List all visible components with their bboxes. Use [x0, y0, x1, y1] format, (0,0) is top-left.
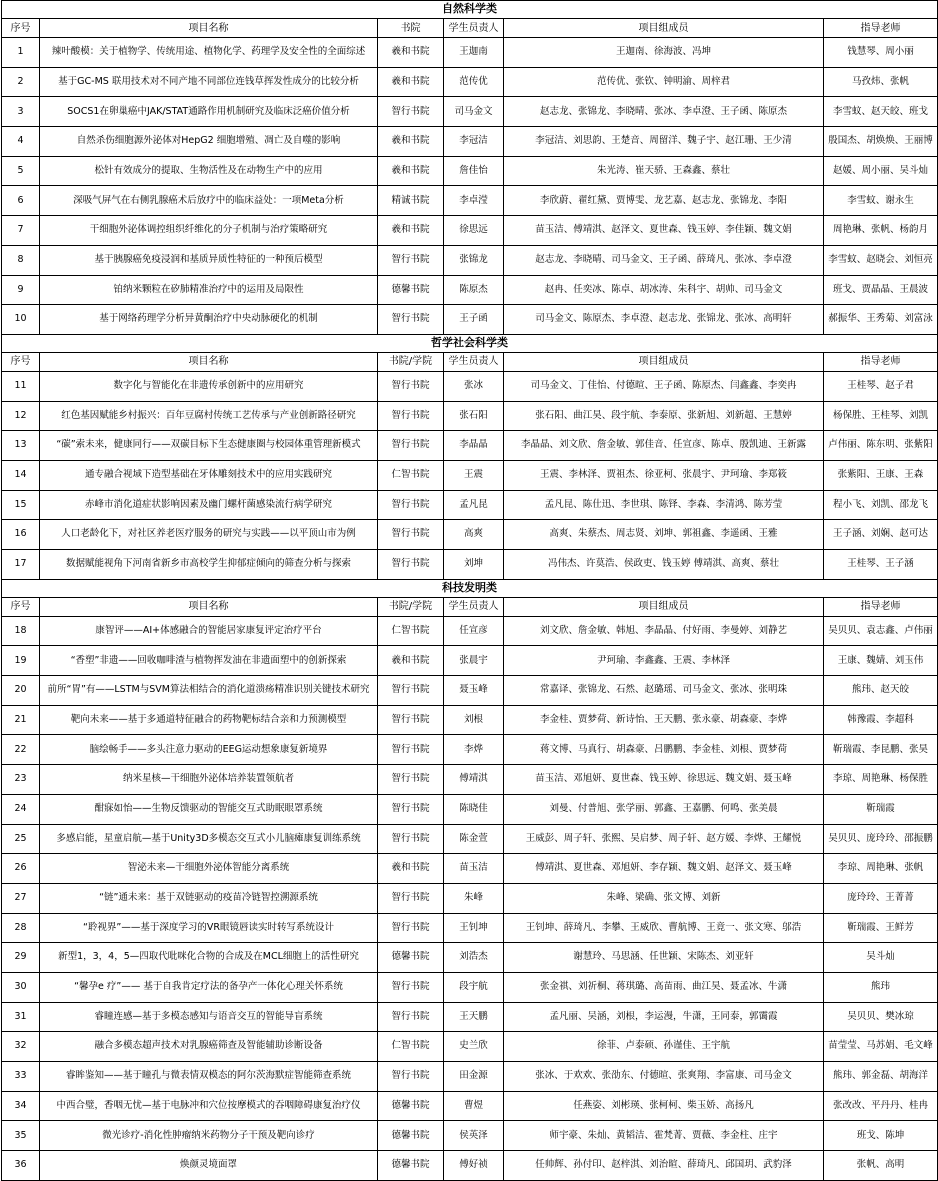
table-header-row — [2, 597, 938, 616]
cell-advisors[interactable]: 殷国杰、胡焕焕、王丽博 — [824, 127, 938, 157]
cell-advisors[interactable]: 吴贝贝、樊冰琼 — [824, 1002, 938, 1032]
cell-leader[interactable]: 范传优 — [444, 67, 504, 97]
cell-members[interactable]: 苗玉洁、傅靖淇、赵泽文、夏世森、钱玉婷、李佳颖、魏文娟 — [504, 216, 824, 246]
cell-index[interactable]: 5 — [2, 156, 40, 186]
table-row — [2, 1032, 938, 1062]
cell-advisors[interactable]: 熊玮、赵天皎 — [824, 676, 938, 706]
cell-project-name[interactable]: 通专融合视域下造型基础在牙体雕刻技术中的应用实践研究 — [40, 460, 378, 490]
cell-academy[interactable]: 德馨书院 — [378, 943, 444, 973]
cell-project-name[interactable]: 基于GC-MS 联用技术对不同产地不同部位连钱草挥发性成分的比较分析 — [40, 67, 378, 97]
cell-project-name[interactable]: 辣叶酸模：关于植物学、传统用途、植物化学、药理学及安全性的全面综述 — [40, 38, 378, 68]
cell-academy[interactable]: 仁智书院 — [378, 616, 444, 646]
cell-academy[interactable]: 德馨书院 — [378, 275, 444, 305]
cell-members[interactable]: 师宇豪、朱灿、黄韬洁、霍梵菁、贾薇、李金柱、庄宇 — [504, 1121, 824, 1151]
table-row — [2, 972, 938, 1002]
table-row — [2, 401, 938, 431]
cell-leader[interactable]: 王天鹏 — [444, 1002, 504, 1032]
cell-index[interactable]: 10 — [2, 305, 40, 335]
cell-leader[interactable]: 刘坤 — [444, 550, 504, 580]
cell-project-name[interactable]: 基于网络药理学分析异黄酮治疗中央动脉硬化的机制 — [40, 305, 378, 335]
cell-index[interactable]: 6 — [2, 186, 40, 216]
table-row — [2, 127, 938, 157]
cell-index[interactable]: 16 — [2, 520, 40, 550]
cell-members[interactable]: 尹珂瑜、李鑫鑫、王震、李林泽 — [504, 646, 824, 676]
cell-members[interactable]: 高爽、朱蔡杰、周志贤、刘坤、郭祖鑫、李遥函、王雅 — [504, 520, 824, 550]
cell-advisors[interactable]: 苗莹莹、马苏娟、毛文峰 — [824, 1032, 938, 1062]
cell-academy[interactable]: 智行书院 — [378, 1002, 444, 1032]
cell-index[interactable]: 18 — [2, 616, 40, 646]
table-header-row — [2, 19, 938, 38]
section-title-row — [2, 579, 938, 597]
cell-academy[interactable]: 智行书院 — [378, 824, 444, 854]
cell-leader[interactable]: 段宇航 — [444, 972, 504, 1002]
table-row — [2, 1062, 938, 1092]
cell-advisors[interactable]: 靳瑞霞 — [824, 794, 938, 824]
cell-academy[interactable]: 羲和书院 — [378, 216, 444, 246]
cell-advisors[interactable]: 钱慧琴、周小丽 — [824, 38, 938, 68]
cell-academy[interactable]: 智行书院 — [378, 371, 444, 401]
cell-advisors[interactable]: 张帆、高明 — [824, 1151, 938, 1181]
table-row — [2, 520, 938, 550]
cell-index[interactable]: 31 — [2, 1002, 40, 1032]
cell-academy[interactable]: 智行书院 — [378, 245, 444, 275]
table-row — [2, 883, 938, 913]
cell-members[interactable]: 苗玉洁、邓旭妍、夏世森、钱玉婷、徐思远、魏文娟、聂玉峰 — [504, 765, 824, 795]
cell-members[interactable]: 任帅辉、孙付印、赵梓淇、刘治暄、薛琦凡、邱国玥、武豹泽 — [504, 1151, 824, 1181]
cell-academy[interactable]: 仁智书院 — [378, 1032, 444, 1062]
cell-academy[interactable]: 智行书院 — [378, 735, 444, 765]
cell-index[interactable]: 11 — [2, 371, 40, 401]
cell-project-name[interactable]: 融合多模态超声技术对乳腺癌筛查及智能辅助诊断设备 — [40, 1032, 378, 1062]
cell-academy[interactable]: 德馨书院 — [378, 1121, 444, 1151]
cell-project-name[interactable]: “馨孕e 疗”—— 基于自我肯定疗法的备孕产一体化心理关怀系统 — [40, 972, 378, 1002]
cell-members[interactable]: 孟凡丽、吴涵，刘根，李运漫，牛潇，王同泰，郭霭霞 — [504, 1002, 824, 1032]
cell-project-name[interactable]: “聆视界”——基于深度学习的VR眼镜唇读实时转写系统设计 — [40, 913, 378, 943]
cell-academy[interactable]: 智行书院 — [378, 913, 444, 943]
table-row — [2, 490, 938, 520]
cell-index[interactable]: 33 — [2, 1062, 40, 1092]
cell-advisors[interactable]: 庞玲玲、王菁菁 — [824, 883, 938, 913]
cell-members[interactable]: 赵志龙、李晓晴、司马金文、王子函、薛琦凡、张冰、李卓澄 — [504, 245, 824, 275]
cell-members[interactable]: 王震、李林泽、贾祖杰、徐亚柯、张晨宇、尹珂瑜、李郑筱 — [504, 460, 824, 490]
cell-academy[interactable]: 智行书院 — [378, 401, 444, 431]
header-project-name: 项目名称 — [40, 352, 378, 371]
table-row — [2, 705, 938, 735]
table-row — [2, 245, 938, 275]
cell-project-name[interactable]: 铂纳米颗粒在矽肺精准治疗中的运用及局限性 — [40, 275, 378, 305]
cell-leader[interactable]: 陈金萱 — [444, 824, 504, 854]
cell-advisors[interactable]: 周艳琳、张帆、杨韵月 — [824, 216, 938, 246]
cell-leader[interactable]: 司马金文 — [444, 97, 504, 127]
cell-leader[interactable]: 刘根 — [444, 705, 504, 735]
cell-advisors[interactable]: 吴斗灿 — [824, 943, 938, 973]
table-row — [2, 186, 938, 216]
cell-leader[interactable]: 詹佳怡 — [444, 156, 504, 186]
cell-project-name[interactable]: “碳”索未来，健康同行——双碳目标下生态健康圈与校园体重管理新模式 — [40, 431, 378, 461]
cell-academy[interactable]: 智行书院 — [378, 305, 444, 335]
cell-advisors[interactable]: 吴贝贝、庞玲玲、邵振鹏 — [824, 824, 938, 854]
cell-index[interactable]: 1 — [2, 38, 40, 68]
header-advisors: 指导老师 — [824, 597, 938, 616]
cell-project-name[interactable]: 多感启能，星童启航—基于Unity3D多模态交互式小儿脑瘫康复训练系统 — [40, 824, 378, 854]
cell-leader[interactable]: 徐思远 — [444, 216, 504, 246]
cell-project-name[interactable]: 人口老龄化下，对社区养老医疗服务的研究与实践——以平顶山市为例 — [40, 520, 378, 550]
table-row — [2, 38, 938, 68]
cell-project-name[interactable]: 数据赋能视角下河南省新乡市高校学生抑郁症倾向的筛查分析与探索 — [40, 550, 378, 580]
cell-index[interactable]: 17 — [2, 550, 40, 580]
cell-advisors[interactable]: 郝振华、王秀菊、刘富泳 — [824, 305, 938, 335]
cell-advisors[interactable]: 杨保胜、王桂琴、刘凯 — [824, 401, 938, 431]
cell-leader[interactable]: 田金源 — [444, 1062, 504, 1092]
cell-leader[interactable]: 李烨 — [444, 735, 504, 765]
cell-advisors[interactable]: 李雪蚊、谢永生 — [824, 186, 938, 216]
cell-advisors[interactable]: 靳瑞霞、王鲜芳 — [824, 913, 938, 943]
cell-members[interactable]: 李金桂、贾梦荷、新诗怡、王天鹏、张永豪、胡森豪、李烨 — [504, 705, 824, 735]
cell-academy[interactable]: 智行书院 — [378, 794, 444, 824]
cell-leader[interactable]: 李晶晶 — [444, 431, 504, 461]
cell-advisors[interactable]: 赵媛、周小丽、吴斗灿 — [824, 156, 938, 186]
cell-project-name[interactable]: 纳米星核—干细胞外泌体培养装置领航者 — [40, 765, 378, 795]
header-index: 序号 — [2, 19, 40, 38]
cell-project-name[interactable]: 松针有效成分的提取、生物活性及在动物生产中的应用 — [40, 156, 378, 186]
header-project-name: 项目名称 — [40, 19, 378, 38]
cell-academy[interactable]: 智行书院 — [378, 883, 444, 913]
table-row — [2, 460, 938, 490]
cell-members[interactable]: 李晶晶、刘文欣、詹金敏、郭佳音、任宣彦、陈卓、殷凯迪、王新露 — [504, 431, 824, 461]
cell-advisors[interactable]: 熊玮、郭金磊、胡海洋 — [824, 1062, 938, 1092]
cell-advisors[interactable]: 程小飞、刘凯、邵龙飞 — [824, 490, 938, 520]
header-index: 序号 — [2, 597, 40, 616]
header-academy: 书院 — [378, 19, 444, 38]
cell-project-name[interactable]: 自然杀伤细胞源外泌体对HepG2 细胞增殖、凋亡及自噬的影响 — [40, 127, 378, 157]
cell-index[interactable]: 30 — [2, 972, 40, 1002]
cell-advisors[interactable]: 卢伟丽、陈东明、张紫阳 — [824, 431, 938, 461]
cell-leader[interactable]: 张冰 — [444, 371, 504, 401]
cell-leader[interactable]: 高爽 — [444, 520, 504, 550]
table-row — [2, 943, 938, 973]
cell-members[interactable]: 张冰、于欢欢、张劭东、付德暄、张爽翔、李富康、司马金文 — [504, 1062, 824, 1092]
cell-index[interactable]: 13 — [2, 431, 40, 461]
cell-advisors[interactable]: 王子涵、刘娴、赵可达 — [824, 520, 938, 550]
cell-academy[interactable]: 羲和书院 — [378, 38, 444, 68]
cell-members[interactable]: 张石阳、曲江昊、段宇航、李泰原、张新旭、刘新超、王慧婷 — [504, 401, 824, 431]
cell-academy[interactable]: 德馨书院 — [378, 1091, 444, 1121]
cell-index[interactable]: 32 — [2, 1032, 40, 1062]
cell-project-name[interactable]: 焕颜灵境面罩 — [40, 1151, 378, 1181]
cell-index[interactable]: 20 — [2, 676, 40, 706]
table-row — [2, 913, 938, 943]
cell-members[interactable]: 王迦南、徐海波、冯坤 — [504, 38, 824, 68]
cell-index[interactable]: 28 — [2, 913, 40, 943]
table-row — [2, 216, 938, 246]
cell-academy[interactable]: 德馨书院 — [378, 1151, 444, 1181]
cell-index[interactable]: 12 — [2, 401, 40, 431]
cell-advisors[interactable]: 韩豫霞、李超科 — [824, 705, 938, 735]
cell-project-name[interactable]: 赤峰市消化道症状影响因素及幽门螺杆菌感染流行病学研究 — [40, 490, 378, 520]
cell-leader[interactable]: 李冠洁 — [444, 127, 504, 157]
cell-leader[interactable]: 张石阳 — [444, 401, 504, 431]
cell-advisors[interactable]: 吴贝贝、袁志鑫、卢伟丽 — [824, 616, 938, 646]
cell-academy[interactable]: 智行书院 — [378, 765, 444, 795]
cell-project-name[interactable]: 数字化与智能化在非遗传承创新中的应用研究 — [40, 371, 378, 401]
header-index: 序号 — [2, 352, 40, 371]
cell-leader[interactable]: 曹煜 — [444, 1091, 504, 1121]
cell-index[interactable]: 8 — [2, 245, 40, 275]
cell-index[interactable]: 9 — [2, 275, 40, 305]
section-title-row — [2, 334, 938, 352]
cell-index[interactable]: 2 — [2, 67, 40, 97]
cell-index[interactable]: 25 — [2, 824, 40, 854]
cell-advisors[interactable]: 王康、魏婧、刘玉伟 — [824, 646, 938, 676]
cell-index[interactable]: 15 — [2, 490, 40, 520]
project-table — [1, 0, 938, 1181]
cell-project-name[interactable]: 前所“胃”有——LSTM与SVM算法相结合的消化道溃疡精准识别关键技术研究 — [40, 676, 378, 706]
cell-academy[interactable]: 智行书院 — [378, 490, 444, 520]
table-row — [2, 156, 938, 186]
cell-academy[interactable]: 精诚书院 — [378, 186, 444, 216]
cell-members[interactable]: 朱光涛、崔天骄、王森鑫、蔡壮 — [504, 156, 824, 186]
table-row — [2, 854, 938, 884]
cell-leader[interactable]: 聂玉峰 — [444, 676, 504, 706]
cell-advisors[interactable]: 马孜炜、张帆 — [824, 67, 938, 97]
cell-project-name[interactable]: 靶向未来——基于多通道特征融合的药物靶标结合亲和力预测模型 — [40, 705, 378, 735]
cell-leader[interactable]: 张晨宇 — [444, 646, 504, 676]
table-row — [2, 646, 938, 676]
cell-index[interactable]: 4 — [2, 127, 40, 157]
cell-academy[interactable]: 仁智书院 — [378, 460, 444, 490]
table-row — [2, 275, 938, 305]
cell-index[interactable]: 19 — [2, 646, 40, 676]
cell-index[interactable]: 7 — [2, 216, 40, 246]
cell-academy[interactable]: 智行书院 — [378, 431, 444, 461]
cell-members[interactable]: 冯伟杰、许莫浩、侯政吏、钱玉婷 傅靖淇、高爽、蔡壮 — [504, 550, 824, 580]
table-row — [2, 794, 938, 824]
table-row — [2, 305, 938, 335]
header-leader: 学生员责人 — [444, 19, 504, 38]
header-project-name: 项目名称 — [40, 597, 378, 616]
cell-leader[interactable]: 王迦南 — [444, 38, 504, 68]
cell-members[interactable]: 范传优、张钦、钟明渝、周梓君 — [504, 67, 824, 97]
cell-leader[interactable]: 王钊坤 — [444, 913, 504, 943]
cell-project-name[interactable]: 微光诊疗-消化性肿瘤纳米药物分子干预及靶向诊疗 — [40, 1121, 378, 1151]
cell-members[interactable]: 王威彭、周子轩、张熙、吴启梦、周子轩、赵方媛、李烨、王耀悦 — [504, 824, 824, 854]
cell-members[interactable]: 任燕姿、刘彬瑛、张柯柯、柴玉娇、高扬凡 — [504, 1091, 824, 1121]
cell-advisors[interactable]: 靳瑞霞、李昆鹏、张昊 — [824, 735, 938, 765]
section-title: 哲学社会科学类 — [2, 334, 938, 352]
cell-academy[interactable]: 智行书院 — [378, 705, 444, 735]
table-row — [2, 676, 938, 706]
cell-index[interactable]: 21 — [2, 705, 40, 735]
cell-academy[interactable]: 智行书院 — [378, 520, 444, 550]
cell-advisors[interactable]: 班戈、陈坤 — [824, 1121, 938, 1151]
cell-leader[interactable]: 傅靖淇 — [444, 765, 504, 795]
header-members: 项目组成员 — [504, 597, 824, 616]
cell-index[interactable]: 34 — [2, 1091, 40, 1121]
cell-project-name[interactable]: “链”通未来：基于双链驱动的疫苗冷链智控溯源系统 — [40, 883, 378, 913]
table-row — [2, 1121, 938, 1151]
header-leader: 学生员责人 — [444, 352, 504, 371]
cell-academy[interactable]: 智行书院 — [378, 550, 444, 580]
cell-members[interactable]: 赵志龙、张锦龙、李晓晴、张冰、李卓澄、王子函、陈原杰 — [504, 97, 824, 127]
cell-academy[interactable]: 智行书院 — [378, 1062, 444, 1092]
cell-members[interactable]: 张金祺、刘祈桐、蒋琪璐、高苗雨、曲江昊、聂孟冰、牛潇 — [504, 972, 824, 1002]
cell-academy[interactable]: 智行书院 — [378, 97, 444, 127]
table-header-row — [2, 352, 938, 371]
header-leader: 学生员责人 — [444, 597, 504, 616]
cell-academy[interactable]: 羲和书院 — [378, 127, 444, 157]
cell-leader[interactable]: 陈晓佳 — [444, 794, 504, 824]
cell-members[interactable]: 谢慧玲、马思涵、任世颖、宋陈杰、刘亚轩 — [504, 943, 824, 973]
cell-leader[interactable]: 陈原杰 — [444, 275, 504, 305]
cell-leader[interactable]: 任宣彦 — [444, 616, 504, 646]
table-row — [2, 431, 938, 461]
cell-project-name[interactable]: 酣寐如怡——生物反馈驱动的智能交互式助眠眼罩系统 — [40, 794, 378, 824]
cell-leader[interactable]: 傅好祯 — [444, 1151, 504, 1181]
cell-advisors[interactable]: 班戈、贾晶晶、王晨波 — [824, 275, 938, 305]
cell-members[interactable]: 刘文欣、詹金敏、韩旭、李晶晶、付好雨、李曼婷、刘静艺 — [504, 616, 824, 646]
cell-project-name[interactable]: 基于胰腺癌免疫浸润和基质异质性特征的一种预后模型 — [40, 245, 378, 275]
cell-members[interactable]: 孟凡昆、陈仕迅、李世琪、陈铎、李森、李清鸿、陈芳莹 — [504, 490, 824, 520]
cell-index[interactable]: 24 — [2, 794, 40, 824]
cell-project-name[interactable]: “香塑”非遗——回收咖啡渣与植物挥发油在非遗面塑中的创新探索 — [40, 646, 378, 676]
table-row — [2, 1002, 938, 1032]
cell-leader[interactable]: 王子函 — [444, 305, 504, 335]
cell-advisors[interactable]: 熊玮 — [824, 972, 938, 1002]
cell-members[interactable]: 李欣蔚、翟红黛、贾博雯、龙艺嘉、赵志龙、张锦龙、李阳 — [504, 186, 824, 216]
cell-leader[interactable]: 史兰欣 — [444, 1032, 504, 1062]
cell-advisors[interactable]: 王桂琴、王子涵 — [824, 550, 938, 580]
cell-members[interactable]: 司马金文、陈原杰、李卓澄、赵志龙、张锦龙、张冰、高明轩 — [504, 305, 824, 335]
cell-index[interactable]: 14 — [2, 460, 40, 490]
cell-index[interactable]: 23 — [2, 765, 40, 795]
cell-members[interactable]: 朱峰、梁确、张文博、刘新 — [504, 883, 824, 913]
cell-members[interactable]: 徐菲、卢泰硕、孙谨佳、王宇航 — [504, 1032, 824, 1062]
table-row — [2, 1151, 938, 1181]
cell-members[interactable]: 刘曼、付普旭、张学丽、郭鑫、王嘉鹏、何鸣、张美晨 — [504, 794, 824, 824]
cell-members[interactable]: 李冠洁、刘思韵、王楚音、周留洋、魏子宇、赵江珊、王少清 — [504, 127, 824, 157]
cell-advisors[interactable]: 李雪蚊、赵天皎、班戈 — [824, 97, 938, 127]
cell-members[interactable]: 傅靖淇、夏世森、邓旭妍、李存颖、魏文娟、赵泽文、聂玉峰 — [504, 854, 824, 884]
header-members: 项目组成员 — [504, 352, 824, 371]
table-row — [2, 824, 938, 854]
cell-leader[interactable]: 张锦龙 — [444, 245, 504, 275]
cell-academy[interactable]: 智行书院 — [378, 972, 444, 1002]
cell-project-name[interactable]: 红色基因赋能乡村振兴：百年豆腐村传统工艺传承与产业创新路径研究 — [40, 401, 378, 431]
cell-academy[interactable]: 羲和书院 — [378, 854, 444, 884]
cell-members[interactable]: 常嘉译、张锦龙、石然、赵璐瑶、司马金文、张冰、张明珠 — [504, 676, 824, 706]
cell-advisors[interactable]: 李琼、周艳琳、张帆 — [824, 854, 938, 884]
cell-project-name[interactable]: 中西合璧，香咽无忧—基于电脉冲和穴位按摩模式的吞咽障碍康复治疗仪 — [40, 1091, 378, 1121]
cell-index[interactable]: 3 — [2, 97, 40, 127]
cell-index[interactable]: 36 — [2, 1151, 40, 1181]
cell-advisors[interactable]: 张紫阳、王康、王森 — [824, 460, 938, 490]
header-academy: 书院/学院 — [378, 352, 444, 371]
cell-leader[interactable]: 苗玉洁 — [444, 854, 504, 884]
cell-leader[interactable]: 李卓滢 — [444, 186, 504, 216]
cell-academy[interactable]: 智行书院 — [378, 676, 444, 706]
section-title: 自然科学类 — [2, 1, 938, 19]
cell-project-name[interactable]: 睿瞳连感—基于多模态感知与语音交互的智能导盲系统 — [40, 1002, 378, 1032]
cell-leader[interactable]: 孟凡昆 — [444, 490, 504, 520]
table-row — [2, 67, 938, 97]
cell-academy[interactable]: 羲和书院 — [378, 67, 444, 97]
table-row — [2, 1091, 938, 1121]
cell-index[interactable]: 29 — [2, 943, 40, 973]
cell-project-name[interactable]: SOCS1在卵巢癌中JAK/STAT通路作用机制研究及临床泛癌价值分析 — [40, 97, 378, 127]
cell-index[interactable]: 22 — [2, 735, 40, 765]
table-row — [2, 765, 938, 795]
cell-project-name[interactable]: 新型1，3，4，5—四取代吡咪化合物的合成及在MCL细胞上的活性研究 — [40, 943, 378, 973]
cell-leader[interactable]: 王震 — [444, 460, 504, 490]
cell-index[interactable]: 35 — [2, 1121, 40, 1151]
cell-project-name[interactable]: 康智评——AI+体感融合的智能居家康复评定治疗平台 — [40, 616, 378, 646]
header-advisors: 指导老师 — [824, 352, 938, 371]
cell-members[interactable]: 王钊坤、薛琦凡、李攀、王威欣、曹航博、王竟一、张文寒、邬浩 — [504, 913, 824, 943]
cell-academy[interactable]: 羲和书院 — [378, 156, 444, 186]
cell-index[interactable]: 26 — [2, 854, 40, 884]
cell-advisors[interactable]: 李琼、周艳琳、杨保胜 — [824, 765, 938, 795]
cell-index[interactable]: 27 — [2, 883, 40, 913]
table-row — [2, 735, 938, 765]
cell-leader[interactable]: 刘浩杰 — [444, 943, 504, 973]
table-row — [2, 550, 938, 580]
section-title: 科技发明类 — [2, 579, 938, 597]
cell-leader[interactable]: 朱峰 — [444, 883, 504, 913]
cell-project-name[interactable]: 智泌未来—干细胞外泌体智能分离系统 — [40, 854, 378, 884]
header-members: 项目组成员 — [504, 19, 824, 38]
table-row — [2, 616, 938, 646]
cell-academy[interactable]: 羲和书院 — [378, 646, 444, 676]
table-row — [2, 371, 938, 401]
cell-members[interactable]: 赵冉、任奕冰、陈卓、胡冰涛、朱科宇、胡帅、司马金文 — [504, 275, 824, 305]
cell-members[interactable]: 司马金文、丁佳怡、付德暄、王子函、陈原杰、闫鑫鑫、李奕冉 — [504, 371, 824, 401]
cell-project-name[interactable]: 睿眸鉴知——基于瞳孔与微表情双模态的阿尔茨海默症智能筛查系统 — [40, 1062, 378, 1092]
spreadsheet — [1, 0, 937, 1181]
cell-members[interactable]: 蒋文博、马真行、胡森豪、吕鹏鹏、李金桂、刘根、贾梦荷 — [504, 735, 824, 765]
cell-advisors[interactable]: 李雪蚊、赵晓会、刘恒亮 — [824, 245, 938, 275]
cell-leader[interactable]: 侯英泽 — [444, 1121, 504, 1151]
header-advisors: 指导老师 — [824, 19, 938, 38]
cell-advisors[interactable]: 王桂琴、赵子君 — [824, 371, 938, 401]
header-academy: 书院/学院 — [378, 597, 444, 616]
cell-advisors[interactable]: 张改改、平丹丹、桂冉 — [824, 1091, 938, 1121]
section-title-row — [2, 1, 938, 19]
cell-project-name[interactable]: 深吸气屏气在右侧乳腺癌术后放疗中的临床益处：一项Meta分析 — [40, 186, 378, 216]
table-row — [2, 97, 938, 127]
cell-project-name[interactable]: 干细胞外泌体调控组织纤维化的分子机制与治疗策略研究 — [40, 216, 378, 246]
cell-project-name[interactable]: 脑绘畅手——多头注意力驱动的EEG运动想象康复新境界 — [40, 735, 378, 765]
